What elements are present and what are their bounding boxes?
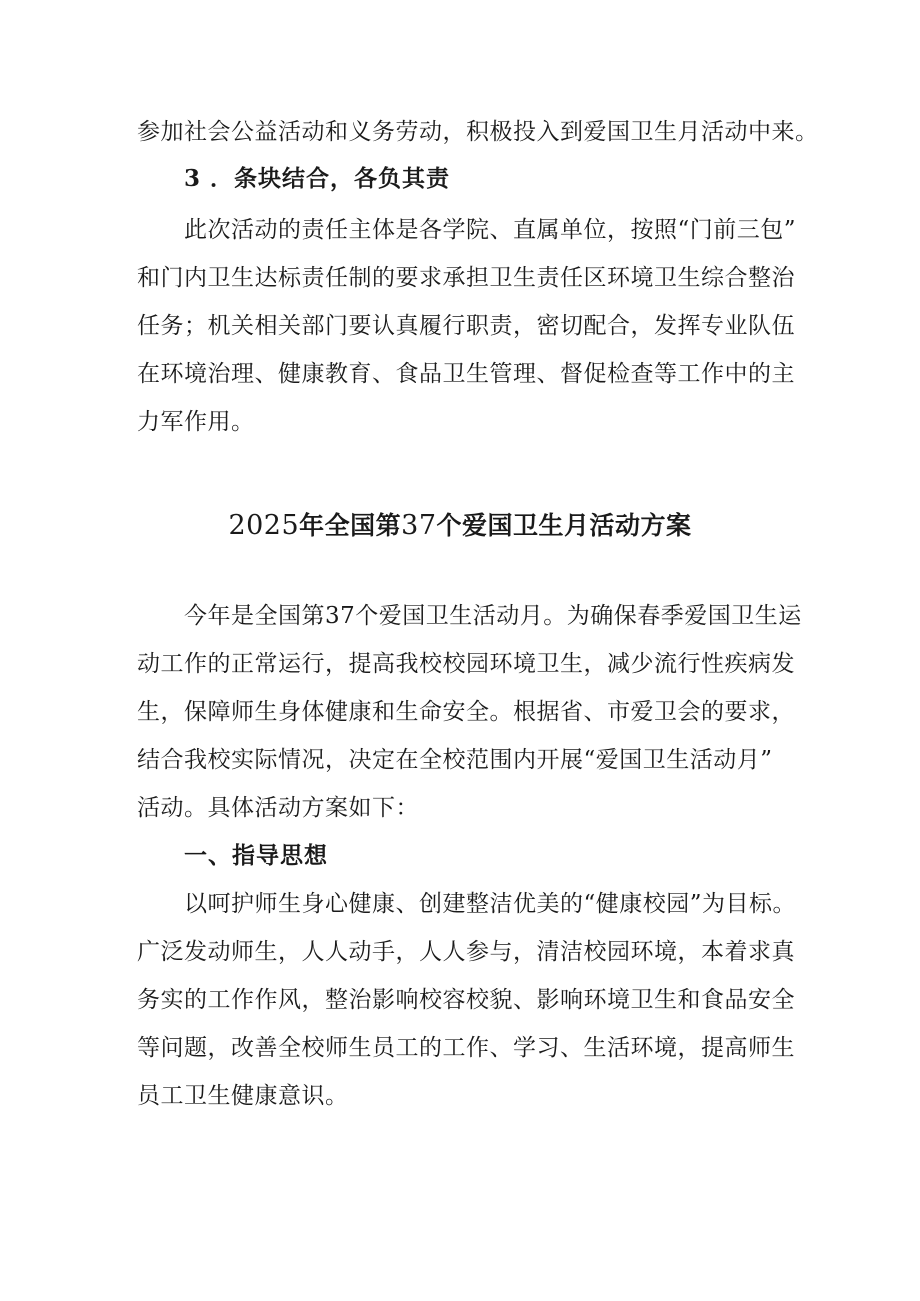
section-heading-3: 3 ．条块结合，各负其责	[184, 165, 451, 192]
document-title	[0, 509, 920, 543]
title-year: 2025	[228, 510, 300, 541]
intro-line: 生，保障师生身体健康和生命安全。根据省、市爱卫会的要求，	[137, 699, 795, 725]
paragraph-line: 广泛发动师生，人人动手，人人参与，清洁校园环境，本着求真	[137, 939, 795, 965]
intro-line: 今年是全国第37个爱国卫生活动月。为确保春季爱国卫生运	[184, 603, 802, 629]
paragraph-line: 和门内卫生达标责任制的要求承担卫生责任区环境卫生综合整治	[137, 265, 795, 291]
paragraph-line: 务实的工作作风，整治影响校容校貌、影响环境卫生和食品安全	[137, 987, 795, 1013]
intro-line: 结合我校实际情况，决定在全校范围内开展“爱国卫生活动月”	[137, 747, 773, 773]
intro-line: 动工作的正常运行，提高我校校园环境卫生，减少流行性疾病发	[137, 651, 795, 677]
paragraph-line: 任务；机关相关部门要认真履行职责，密切配合，发挥专业队伍	[137, 313, 795, 339]
paragraph-line: 此次活动的责任主体是各学院、直属单位，按照“门前三包”	[184, 217, 797, 243]
paragraph-line: 等问题，改善全校师生员工的工作、学习、生活环境，提高师生	[137, 1035, 795, 1061]
intro-line: 活动。具体活动方案如下：	[137, 795, 419, 821]
continued-paragraph-line: 参加社会公益活动和义务劳动，积极投入到爱国卫生月活动中来。	[137, 119, 819, 145]
title-number: 37	[401, 510, 437, 541]
paragraph-line: 力军作用。	[137, 409, 255, 435]
section-heading-1: 一、指导思想	[184, 842, 328, 869]
paragraph-line: 以呵护师生身心健康、创建整洁优美的“健康校园”为目标。	[184, 891, 797, 917]
paragraph-line: 在环境治理、健康教育、食品卫生管理、督促检查等工作中的主	[137, 361, 795, 387]
title-text-part1: 年全国第	[299, 511, 402, 540]
title-text-part2: 个爱国卫生月活动方案	[436, 511, 692, 540]
paragraph-line: 员工卫生健康意识。	[137, 1083, 349, 1109]
